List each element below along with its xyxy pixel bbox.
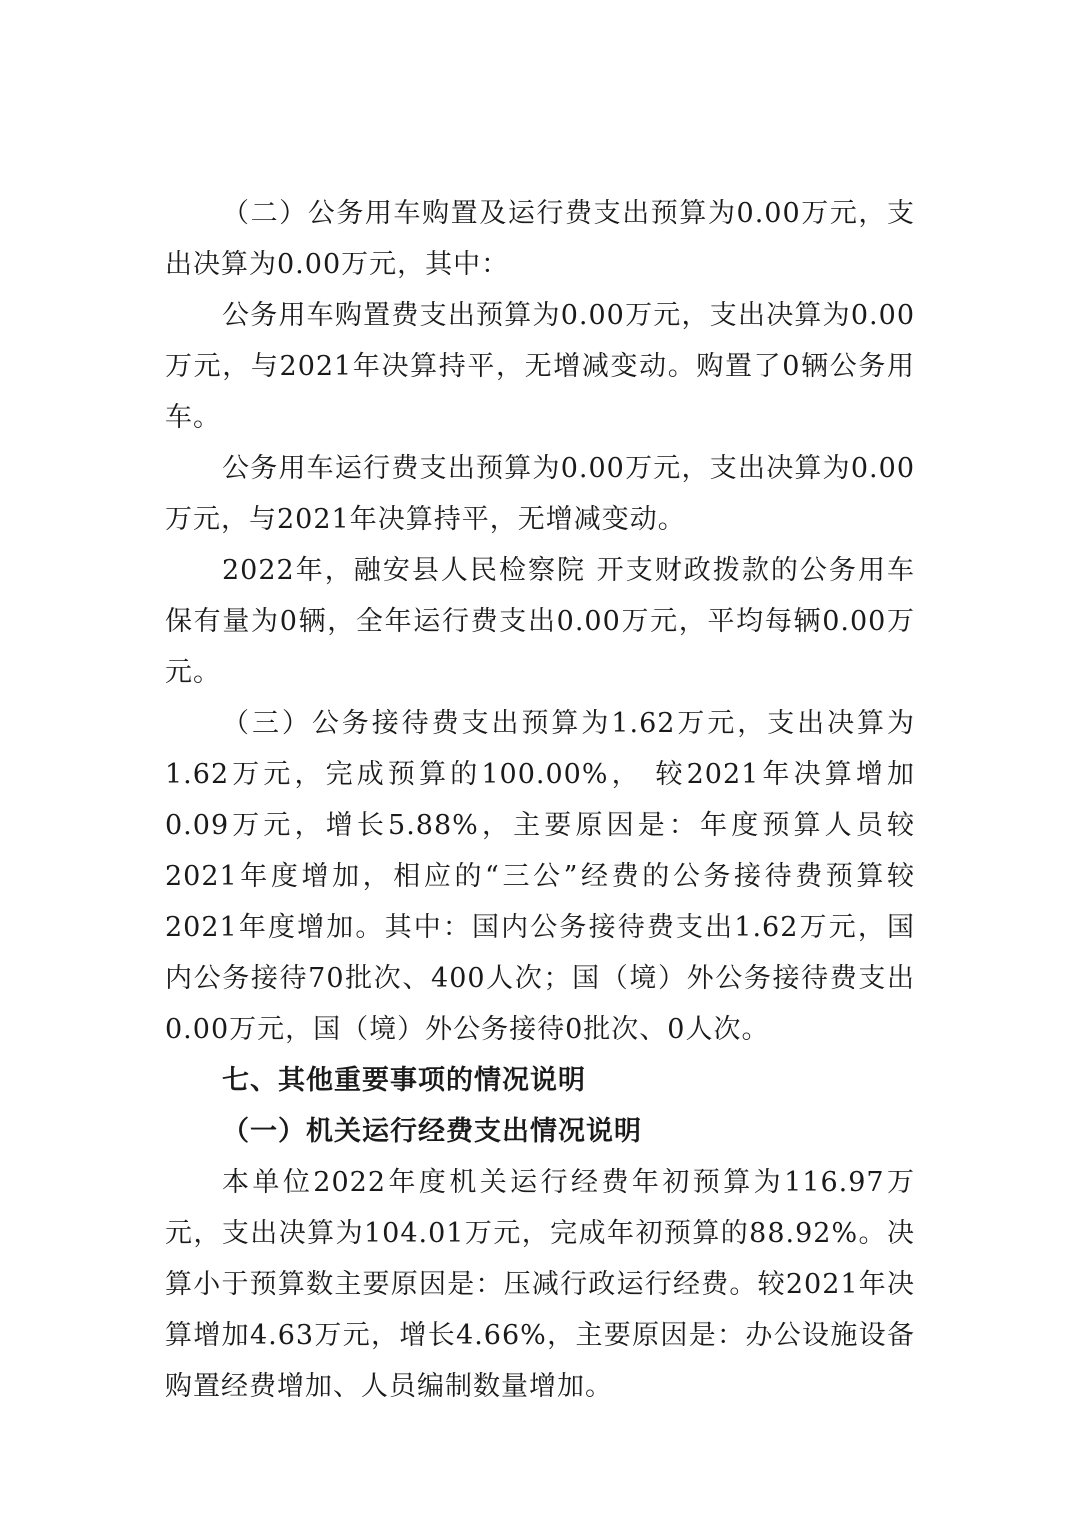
document-body (165, 188, 915, 1412)
section-heading: 七、其他重要事项的情况说明 (222, 1065, 586, 1096)
subsection-heading: （一）机关运行经费支出情况说明 (222, 1116, 642, 1147)
paragraph-reception-expenses: （三）公务接待费支出预算为1.62万元，支出决算为1.62万元，完成预算的100.00%， 较2021年决算增加0.09万元，增长5.88%，主要原因是：年度预算人员较2021年度增加，相应的“三公”经费的公务接待费预算较2021年度增加。其中：国内公务接待费支出1.62万元，国内公务接待70批次、400人次；国（境）外公务接待费支出0.00万元，国（境）外公务接待0批次、0人次。 (165, 708, 915, 1045)
paragraph-operating-expenses: 本单位2022年度机关运行经费年初预算为116.97万元，支出决算为104.01万元，完成年初预算的88.92%。决算小于预算数主要原因是：压减行政运行经费。较2021年决算增加4.63万元，增长4.66%，主要原因是：办公设施设备购置经费增加、人员编制数量增加。 (165, 1167, 915, 1402)
paragraph-vehicle-purchase: 公务用车购置费支出预算为0.00万元，支出决算为0.00万元，与2021年决算持平，无增减变动。购置了0辆公务用车。 (165, 300, 915, 433)
paragraph-vehicle-holdings: 2022年，融安县人民检察院 开支财政拨款的公务用车保有量为0辆，全年运行费支出0.00万元，平均每辆0.00万元。 (165, 555, 915, 688)
paragraph-vehicle-operation: 公务用车运行费支出预算为0.00万元，支出决算为0.00万元，与2021年决算持平，无增减变动。 (165, 453, 915, 535)
paragraph-vehicle-expenses: （二）公务用车购置及运行费支出预算为0.00万元，支出决算为0.00万元，其中： (165, 198, 915, 280)
